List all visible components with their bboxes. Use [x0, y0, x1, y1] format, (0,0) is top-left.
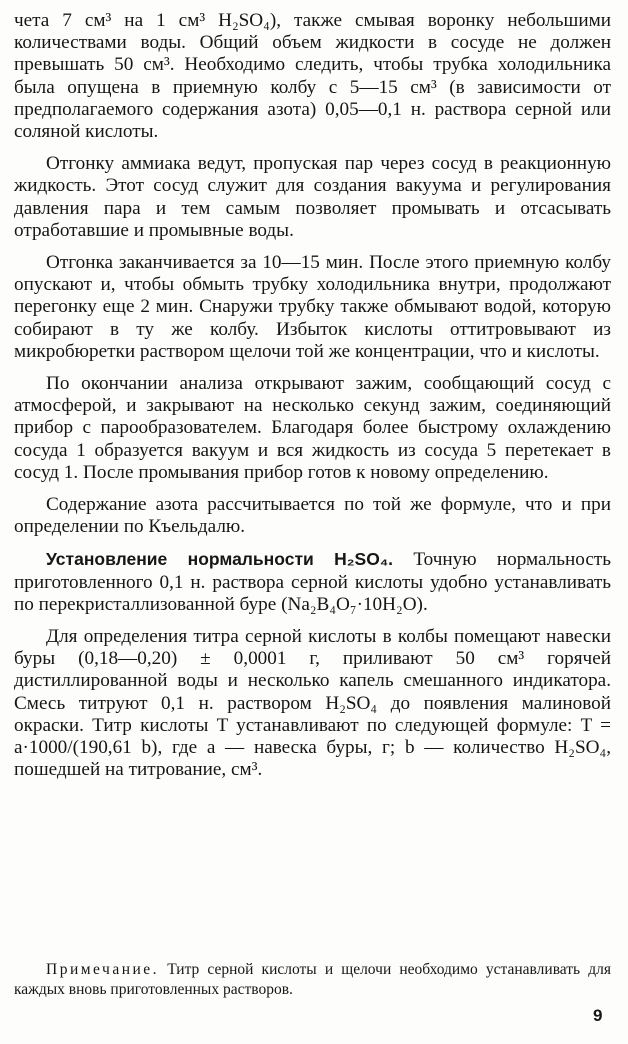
- section-heading: Установление нормальности H₂SO₄.: [46, 549, 394, 570]
- paragraph-titer-procedure: Для определения титра серной кислоты в колбы помещают навески буры (0,18—0,20) ± 0,0001 г, приливают 50 см³ горячей дистиллированной воды и несколько капель смешанного индикатора. Смесь титруют 0,1 н. раствором H₂SO₄ до появления малиновой окраски. Титр кислоты T устанавливают по следующей формуле: T = a·1000/(190,61 b), где a — навеска буры, г; b — количество H₂SO₄, пошедшей на титрование, см³.: [14, 626, 611, 781]
- note-label: Примечание.: [46, 961, 160, 978]
- paragraph-analysis-end: По окончании анализа открывают зажим, сообщающий сосуд с атмосферой, и закрывают на несколько секунд зажим, соединяющий прибор с парообразователем. Благодаря более быстрому охлаждению сосуда 1 образуется вакуум и вся жидкость из сосуда 5 перетекает в сосуд 1. После промывания прибор готов к новому определению.: [14, 373, 611, 483]
- section-intro: Точную нормальность приготовленного 0,1 н. раствора серной кислоты удобно устанавливать по перекристаллизованной буре (Na₂B₄O₇·10H₂O).: [14, 549, 612, 615]
- footnote: [14, 960, 611, 1000]
- section-normality: [14, 548, 611, 616]
- note-text: Титр серной кислоты и щелочи необходимо устанавливать для каждых вновь приготовленных растворов.: [14, 961, 611, 998]
- paragraph-distillation-end: Отгонка заканчивается за 10—15 мин. После этого приемную колбу опускают и, чтобы обмыть трубку холодильника внутри, продолжают перегонку еще 2 мин. Снаружи трубку также обмывают водой, которую собирают в ту же колбу. Избыток кислоты оттитровывают из микробюретки раствором щелочи той же концентрации, что и кислоты.: [14, 252, 611, 362]
- paragraph-ammonia-distillation: Отгонку аммиака ведут, пропуская пар через сосуд в реакционную жидкость. Этот сосуд служит для создания вакуума и регулирования давления пара и тем самым позволяет промывать и отсасывать отработавшие и промывные воды.: [14, 153, 611, 241]
- paragraph-nitrogen-formula: Содержание азота рассчитывается по той же формуле, что и при определении по Къельдалю.: [14, 494, 611, 538]
- page-number: 9: [593, 1006, 603, 1025]
- body-text: [14, 10, 611, 792]
- paragraph-distillation-setup: чета 7 см³ на 1 см³ H₂SO₄), также смывая воронку небольшими количествами воды. Общий объем жидкости в сосуде не должен превышать 50 см³. Необходимо следить, чтобы трубка холодильника была опущена в приемную колбу с 5—15 см³ (в зависимости от предполагаемого содержания азота) 0,05—0,1 н. раствора серной или соляной кислоты.: [14, 10, 611, 143]
